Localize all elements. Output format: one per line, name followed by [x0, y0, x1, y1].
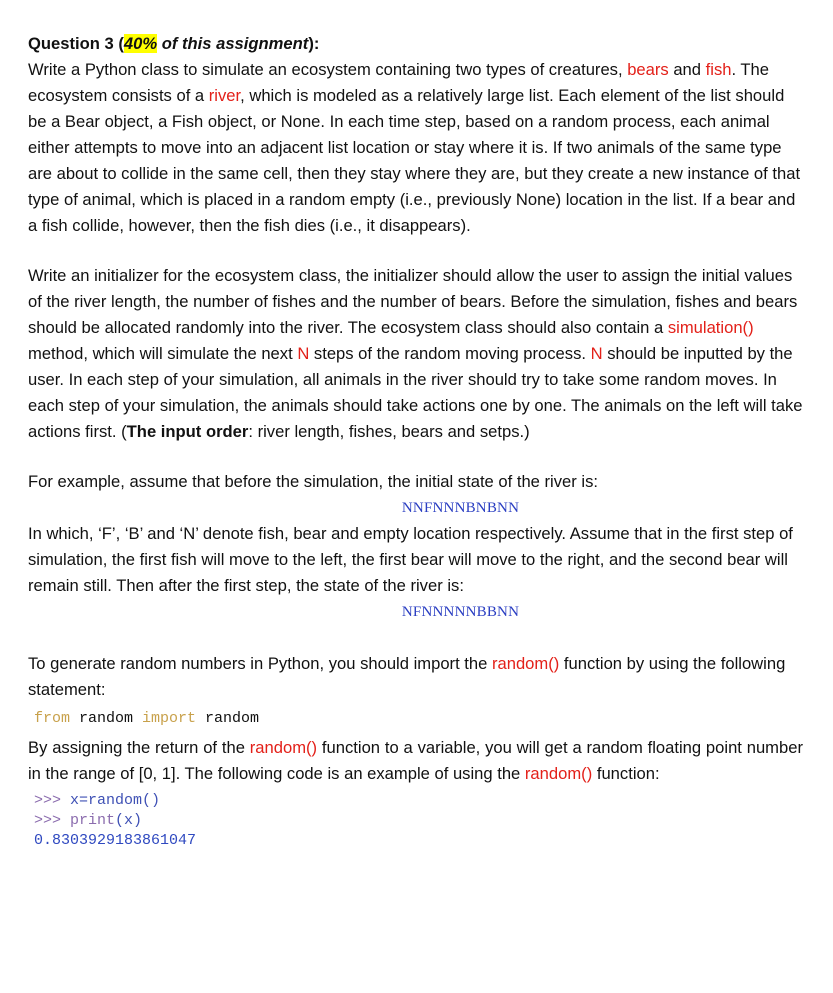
keyword-fish: fish [705, 60, 732, 79]
initial-river-state: NNFNNNBNBNN [401, 500, 520, 516]
heading-rest: of this assignment [157, 34, 309, 53]
initializer-paragraph: Write an initializer for the ecosystem class, the initializer should allow the user to assign the initial values of the river length, the number of fishes and the number of bears. Before the simulation, fishes and bears should be allocated randomly into the river. The ecosystem class should also contain a simulation() method, which will simulate the next N steps of the random moving process. N should be inputted by the user. In each step of your simulation, all animals in the river should try to take some random moves. In each step of your simulation, the animals should take actions one by one. The animals on the left will take actions first. (The input order: river length, fishes, bears and setps.) [28, 266, 803, 441]
console-output: 0.8303929183861047 [34, 832, 197, 849]
next-river-state: NFNNNNNBBNN [401, 604, 520, 620]
keyword-river: river [208, 86, 241, 105]
keyword-n-2: N [590, 344, 603, 363]
import-statement: from random import random [34, 710, 260, 727]
assignment-document [28, 31, 803, 857]
console-example [34, 791, 803, 851]
keyword-n: N [297, 344, 310, 363]
intro-paragraph: Write a Python class to simulate an ecosystem containing two types of creatures, bears and fish. The ecosystem consists of a river, which is modeled as a relatively large list. Each element of the list should be a Bear object, a Fish object, or None. In each time step, based on a random process, each animal either attempts to move into an adjacent list location or stay where it is. If two animals of the same type are about to collide in the same cell, then they stay where they are, but they create a new instance of that type of animal, which is placed in a random empty (i.e., previously None) location in the list. If a bear and a fish collide, however, then the fish dies (i.e., it disappears). [28, 60, 801, 235]
keyword-random-2: random() [249, 738, 318, 757]
console-line-1: >>> x=random() [34, 792, 161, 809]
keyword-random: random() [491, 654, 560, 673]
heading-close: ): [308, 34, 320, 53]
console-line-2: >>> print(x) [34, 812, 143, 829]
keyword-simulation: simulation() [667, 318, 754, 337]
example-intro: For example, assume that before the simulation, the initial state of the river is: [28, 472, 598, 491]
keyword-bears: bears [627, 60, 669, 79]
keyword-random-3: random() [524, 764, 593, 783]
weight-highlight: 40% [123, 34, 158, 53]
example-explanation: In which, ‘F’, ‘B’ and ‘N’ denote fish, bear and empty location respectively. Assume that in the first step of simulation, the first fish will move to the left, the first bear will move to the right, and the second bear will remain still. Then after the first step, the state of the river is: [28, 524, 793, 595]
question-heading [28, 31, 803, 57]
input-order-label: The input order [126, 422, 249, 441]
heading-label: Question 3 ( [28, 34, 124, 53]
random-usage-paragraph: By assigning the return of the random() function to a variable, you will get a random floating point number in the range of [0, 1]. The following code is an example of using the random() function: [28, 738, 803, 783]
import-paragraph: To generate random numbers in Python, you should import the random() function by using the following statement: [28, 654, 786, 699]
